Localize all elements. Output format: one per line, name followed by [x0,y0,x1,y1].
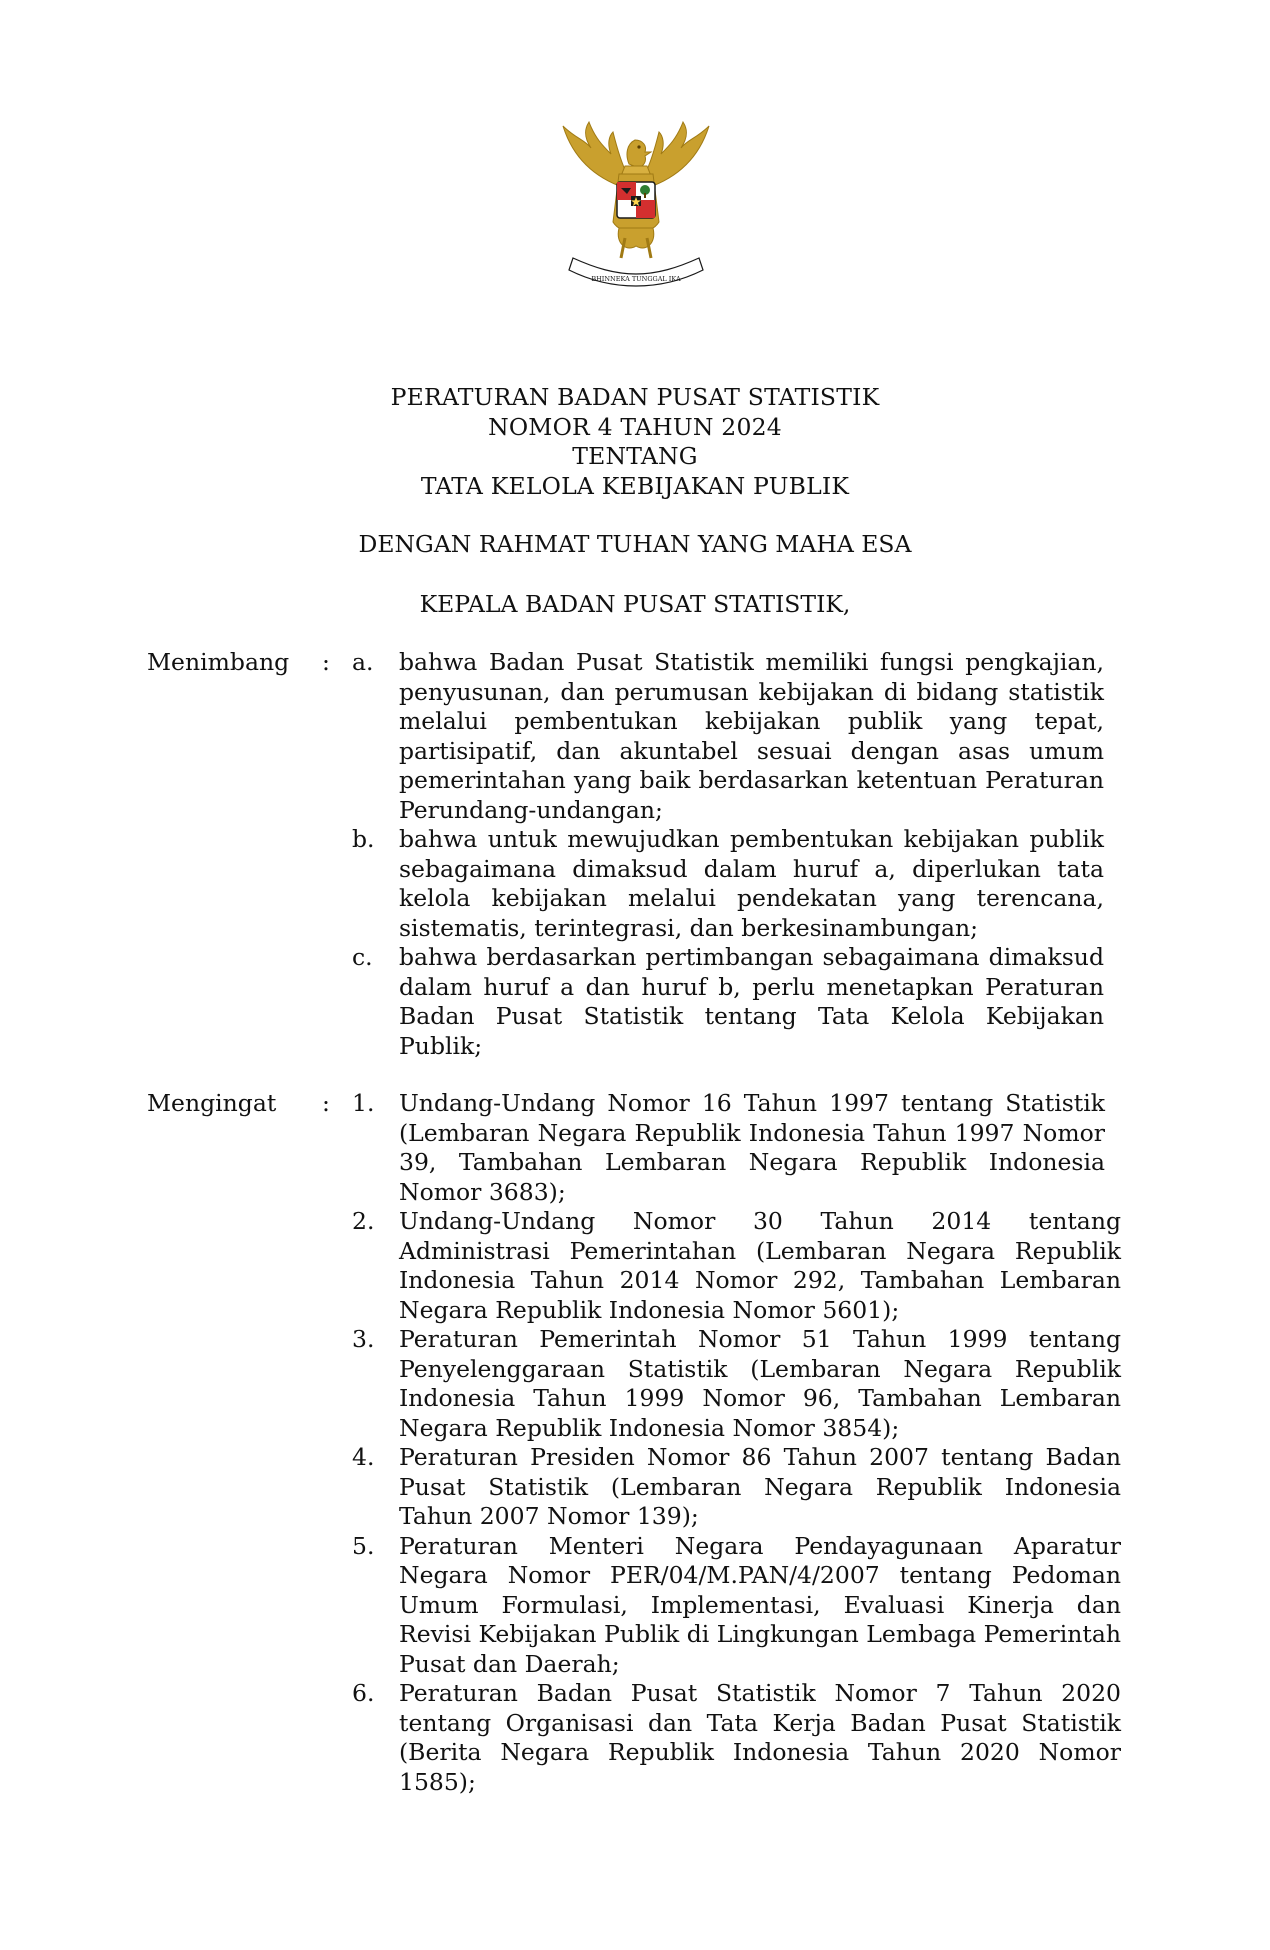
title-line-2: NOMOR 4 TAHUN 2024 [488,412,782,441]
list-item [0,1679,1270,1797]
menimbang-colon: : [322,648,330,676]
menimbang-label: Menimbang [147,648,290,676]
item-text: Peraturan Presiden Nomor 86 Tahun 2007 tentang Badan Pusat Statistik (Lembaran Negara Republik Indonesia Tahun 2007 Nomor 139); [399,1443,1121,1530]
item-text: bahwa untuk mewujudkan pembentukan kebijakan publik sebagaimana dimaksud dalam huruf a, diperlukan tata kelola kebijakan melalui pendekatan yang terencana, sistematis, terintegrasi, dan berkesinambungan; [399,825,1104,942]
mengingat-colon: : [322,1089,330,1117]
item-marker: 5. [352,1531,375,1560]
item-text: bahwa berdasarkan pertimbangan sebagaimana dimaksud dalam huruf a dan huruf b, perlu menetapkan Peraturan Badan Pusat Statistik tentang Tata Kelola Kebijakan Publik; [399,943,1104,1060]
item-text: Undang-Undang Nomor 30 Tahun 2014 tentang Administrasi Pemerintahan (Lembaran Negara Republik Indonesia Tahun 2014 Nomor 292, Tambahan Lembaran Negara Republik Indonesia Nomor 5601); [399,1207,1121,1324]
list-item [0,1532,1270,1680]
invocation: DENGAN RAHMAT TUHAN YANG MAHA ESA [358,530,912,558]
menimbang-section [0,648,1270,1061]
garuda-emblem [555,118,717,290]
title-line-3: TENTANG [572,442,698,470]
list-item [0,1207,1270,1325]
item-text: Peraturan Badan Pusat Statistik Nomor 7 Tahun 2020 tentang Organisasi dan Tata Kerja Badan Pusat Statistik (Berita Negara Republik Indonesia Tahun 2020 Nomor 1585); [399,1679,1121,1796]
authority-line: KEPALA BADAN PUSAT STATISTIK, [419,590,851,618]
garuda-icon [555,118,717,290]
item-text: Peraturan Menteri Negara Pendayagunaan Aparatur Negara Nomor PER/04/M.PAN/4/2007 tentang Pedoman Umum Formulasi, Implementasi, Evaluasi Kinerja dan Revisi Kebijakan Publik di Lingkungan Lembaga Pemerintah Pusat dan Daerah; [399,1531,1121,1678]
list-item [0,1325,1270,1443]
item-marker: 3. [352,1325,375,1353]
mengingat-section [0,1089,1270,1797]
item-marker: 4. [352,1443,375,1471]
item-marker: a. [352,648,374,676]
list-item [0,1443,1270,1532]
item-text: bahwa Badan Pusat Statistik memiliki fungsi pengkajian, penyusunan, dan perumusan kebijakan di bidang statistik melalui pembentukan kebijakan publik yang tepat, partisipatif, dan akuntabel sesuai dengan asas umum pemerintahan yang baik berdasarkan ketentuan Peraturan Perundang-undangan; [399,648,1104,824]
item-marker: 6. [352,1679,375,1707]
svg-text:BHINNEKA TUNGGAL IKA: BHINNEKA TUNGGAL IKA [591,275,681,283]
item-text: Peraturan Pemerintah Nomor 51 Tahun 1999 tentang Penyelenggaraan Statistik (Lembaran Negara Republik Indonesia Tahun 1999 Nomor 96, Tambahan Lembaran Negara Republik Indonesia Nomor 3854); [399,1325,1121,1442]
mengingat-label: Mengingat [147,1089,277,1117]
item-marker: c. [352,943,373,971]
item-marker: 1. [352,1089,375,1117]
title-line-1: PERATURAN BADAN PUSAT STATISTIK [390,383,880,411]
list-item [0,1089,1270,1207]
item-marker: b. [352,825,375,853]
list-item [0,943,1270,1061]
title-line-4: TATA KELOLA KEBIJAKAN PUBLIK [420,471,850,500]
regulation-title [0,383,1270,501]
item-text: Undang-Undang Nomor 16 Tahun 1997 tentang Statistik (Lembaran Negara Republik Indonesia Tahun 1997 Nomor 39, Tambahan Lembaran Negara Republik Indonesia Nomor 3683); [399,1089,1105,1206]
list-item [0,825,1270,943]
item-marker: 2. [352,1207,375,1235]
list-item [0,648,1270,825]
